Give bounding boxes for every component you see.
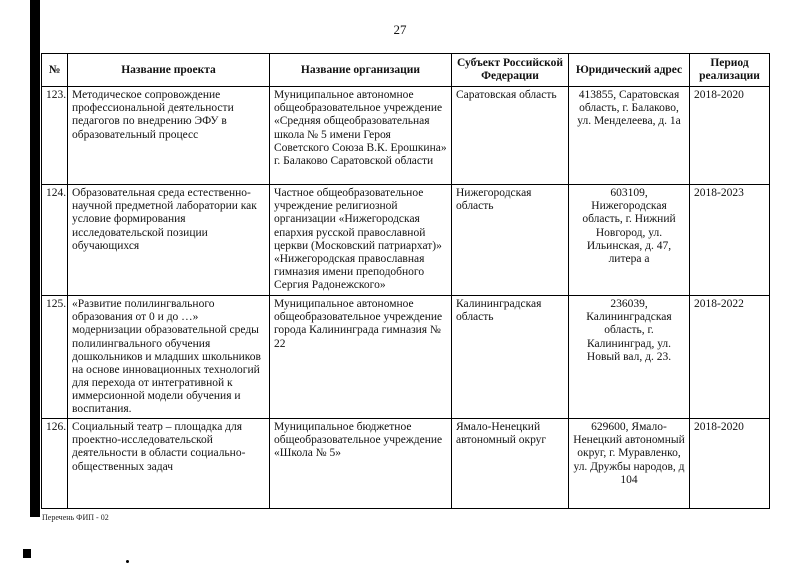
period-cell: 2018-2022 <box>690 296 770 419</box>
region-cell: Ямало-Ненецкий автономный округ <box>452 419 569 509</box>
header-project: Название проекта <box>68 54 270 87</box>
organization-cell: Муниципальное автономное общеобразовательное учреждение города Калининграда гимназия № 22 <box>270 296 452 419</box>
header-org: Название организации <box>270 54 452 87</box>
row-number: 123. <box>42 87 68 185</box>
header-address: Юридический адрес <box>569 54 690 87</box>
scan-artifact-mark <box>23 549 31 558</box>
project-name-cell: Социальный театр – площадка для проектно-исследовательской деятельности в области социально-общественных задач <box>68 419 270 509</box>
project-name-cell: Методическое сопровождение профессиональной деятельности педагогов по внедрению ЭФУ в образовательный процесс <box>68 87 270 185</box>
region-cell: Нижегородская область <box>452 185 569 296</box>
address-cell: 236039, Калининградская область, г. Калининград, ул. Новый вал, д. 23. <box>569 296 690 419</box>
projects-table <box>41 53 770 509</box>
address-cell: 629600, Ямало-Ненецкий автономный округ, г. Муравленко, ул. Дружбы народов, д 104 <box>569 419 690 509</box>
table-row <box>42 87 770 185</box>
row-number: 126. <box>42 419 68 509</box>
header-region: Субъект Российской Федерации <box>452 54 569 87</box>
organization-cell: Муниципальное автономное общеобразовательное учреждение «Средняя общеобразовательная школа № 5 имени Героя Советского Союза В.К. Ерошкина» г. Балаково Саратовской области <box>270 87 452 185</box>
row-number: 125. <box>42 296 68 419</box>
header-period: Период реализации <box>690 54 770 87</box>
page-number: 27 <box>393 22 407 37</box>
project-name-cell: «Развитие полилингвального образования от 0 и до …» модернизации образовательной среды полилингвального обучения дошкольников и младших школьников на основе инновационных технологий для перехода от интегративной к иммерсионной модели обучения и воспитания. <box>68 296 270 419</box>
period-cell: 2018-2023 <box>690 185 770 296</box>
header-num: № <box>42 54 68 87</box>
organization-cell: Муниципальное бюджетное общеобразовательное учреждение «Школа № 5» <box>270 419 452 509</box>
period-cell: 2018-2020 <box>690 419 770 509</box>
project-name-cell: Образовательная среда естественно-научной предметной лаборатории как условие формирования исследовательской позиции обучающихся <box>68 185 270 296</box>
table-row <box>42 296 770 419</box>
row-number: 124. <box>42 185 68 296</box>
table-header-row <box>42 54 770 87</box>
region-cell: Саратовская область <box>452 87 569 185</box>
address-cell: 603109, Нижегородская область, г. Нижний Новгород, ул. Ильинская, д. 47, литера а <box>569 185 690 296</box>
scan-artifact-bar <box>30 0 40 517</box>
organization-cell: Частное общеобразовательное учреждение религиозной организации «Нижегородская епархия русской православной церкви (Московский патриархат)» «Нижегородская православная гимназия имени преподобного Сергия Радонежского» <box>270 185 452 296</box>
table-row <box>42 419 770 509</box>
footer-note: Перечень ФИП - 02 <box>42 513 109 522</box>
table-row <box>42 185 770 296</box>
region-cell: Калининградская область <box>452 296 569 419</box>
address-cell: 413855, Саратовская область, г. Балаково, ул. Менделеева, д. 1а <box>569 87 690 185</box>
period-cell: 2018-2020 <box>690 87 770 185</box>
scan-artifact-dot <box>126 560 129 563</box>
